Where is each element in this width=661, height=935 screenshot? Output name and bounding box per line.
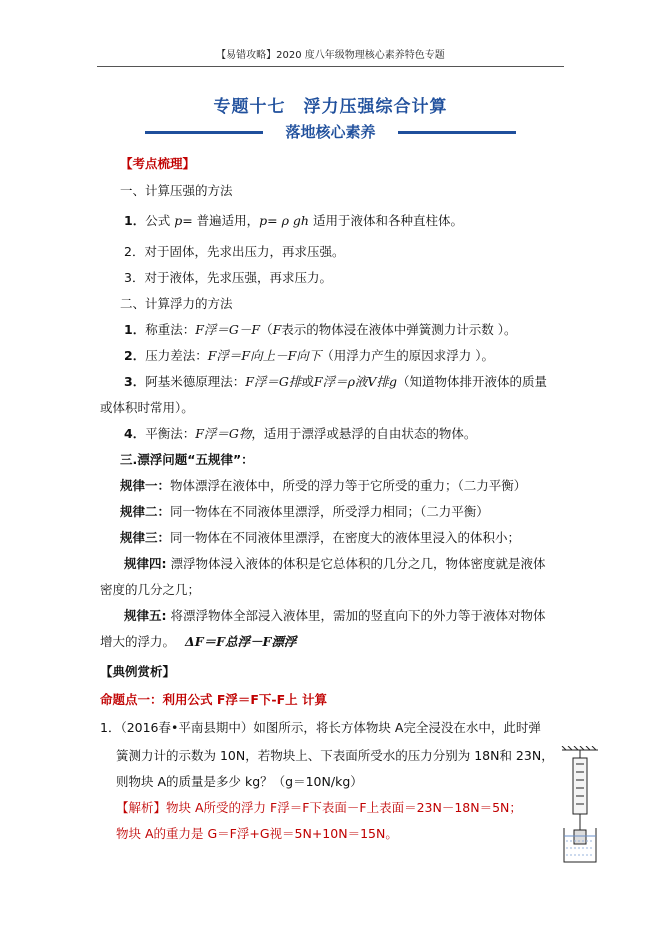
rule-4: [124, 554, 545, 572]
text-segment: 普遍适用，: [192, 213, 260, 228]
rule-text: 同一物体在不同液体里漂浮，在密度大的液体里浸入的体积小；: [170, 530, 521, 545]
rule-text: 漂浮物体浸入液体的体积是它总体积的几分之几，物体密度就是液体: [166, 556, 546, 571]
rule-3: [120, 528, 520, 546]
solution-line-2: 物块 A的重力是 G＝F浮+G视＝5N+10N＝15N。: [116, 826, 398, 841]
rule-5: [124, 606, 545, 624]
rule-text: 同一物体在不同液体里漂浮，所受浮力相同；（二力平衡）: [170, 504, 489, 519]
rule-label: 规律四:: [124, 556, 167, 571]
page-title: 专题十七 浮力压强综合计算: [213, 97, 448, 117]
formula: ΔF＝F总浮－F漂浮: [185, 634, 297, 649]
rule-label: 规律三：: [120, 530, 171, 545]
formula: p= ρ gh: [259, 213, 309, 228]
section-kaodian: 【考点梳理】: [120, 156, 196, 171]
rules-heading: 三.漂浮问题“五规律”：: [120, 452, 254, 467]
rule-text: 将漂浮物体全部浸入液体里，需加的竖直向下的外力等于液体对物体: [166, 608, 546, 623]
formula: F浮＝ρ液V排g: [313, 374, 397, 389]
text-segment: 称重法：: [145, 322, 196, 337]
banner-label: 落地核心素养: [285, 123, 376, 141]
rule-4-cont: 密度的几分之几；: [100, 582, 201, 597]
formula: F浮＝G排: [245, 374, 302, 389]
banner-line-right: [398, 131, 516, 134]
rule-2: [120, 502, 489, 520]
text-segment: 表示的物体浸在液体中弹簧测力计示数 ）。: [281, 322, 517, 337]
pressure-item-1: [124, 211, 463, 229]
rule-label: 规律五:: [124, 608, 167, 623]
text-segment: 或: [301, 374, 314, 389]
section-dianli: 【典例赏析】: [100, 664, 176, 679]
spring-scale-figure: [540, 746, 610, 876]
item-number: 1．: [124, 322, 146, 337]
buoyancy-item-3: [124, 372, 547, 390]
text-segment: （: [260, 322, 273, 337]
pressure-heading: 一、计算压强的方法: [120, 183, 233, 198]
rule-label: 规律一：: [120, 478, 171, 493]
item-number: 4．: [124, 426, 146, 441]
rule-text: 增大的浮力。: [100, 634, 176, 649]
text-segment: 平衡法：: [145, 426, 196, 441]
text-segment: 公式: [145, 213, 175, 228]
item-number: 2．: [124, 348, 146, 363]
pressure-item-2: 2．对于固体，先求出压力，再求压强。: [124, 244, 345, 259]
text-segment: 阿基米德原理法：: [145, 374, 246, 389]
buoyancy-item-2: [124, 346, 494, 364]
formula: F浮＝G－F: [195, 322, 261, 337]
text-segment: （知道物体排开液体的质量: [396, 374, 547, 389]
problem-line-2: 簧测力计的示数为 10N，若物块上、下表面所受水的压力分别为 18N和 23N，: [116, 748, 554, 763]
solution-line-1: 【解析】物块 A所受的浮力 F浮＝F下表面－F上表面＝23N－18N＝5N；: [116, 800, 522, 815]
formula: F浮＝F向上－F向下: [207, 348, 322, 363]
problem-line-1: 1．（2016春•平南县期中）如图所示，将长方体物块 A完全浸没在水中，此时弹: [100, 720, 541, 735]
rule-text: 物体漂浮在液体中，所受的浮力等于它所受的重力；（二力平衡）: [170, 478, 527, 493]
banner-line-left: [145, 131, 263, 134]
buoyancy-heading: 二、计算浮力的方法: [120, 296, 233, 311]
proposition-heading: 命题点一：利用公式 F浮＝F下-F上 计算: [100, 692, 328, 707]
page-header: 【易错攻略】2020 度八年级物理核心素养特色专题: [216, 50, 445, 61]
problem-line-3: 则物块 A的质量是多少 kg？（g＝10N/kg）: [116, 774, 363, 789]
rule-5-cont: [100, 632, 296, 650]
rule-label: 规律二：: [120, 504, 171, 519]
item-number: 1．: [124, 213, 146, 228]
pressure-item-3: 3．对于液体，先求压强，再求压力。: [124, 270, 332, 285]
item-number: 3．: [124, 374, 146, 389]
text-segment: ，适用于漂浮或悬浮的自由状态的物体。: [251, 426, 477, 441]
text-segment: 压力差法：: [145, 348, 208, 363]
text-segment: （用浮力产生的原因求浮力 ）。: [321, 348, 494, 363]
header-divider: [97, 66, 564, 67]
buoyancy-item-3-cont: 或体积时常用）。: [100, 400, 194, 415]
rule-1: [120, 476, 526, 494]
buoyancy-item-1: [124, 320, 517, 338]
formula: F浮＝G物: [195, 426, 252, 441]
formula: F: [272, 322, 282, 337]
text-segment: 适用于液体和各种直柱体。: [308, 213, 463, 228]
buoyancy-item-4: [124, 424, 476, 442]
formula: p=: [174, 213, 193, 228]
